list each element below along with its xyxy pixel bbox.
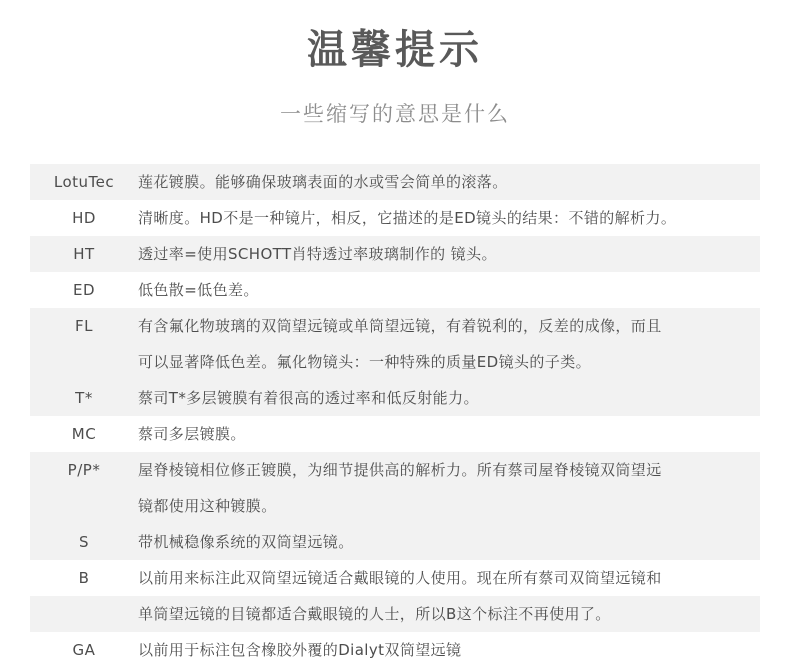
term-cell xyxy=(30,272,138,308)
term-label: P/P* xyxy=(67,461,101,479)
definition-text: 莲花镀膜。能够确保玻璃表面的水或雪会简单的滚落。 xyxy=(138,173,508,191)
term-cell xyxy=(30,416,138,452)
table-row xyxy=(30,164,760,200)
definition-cell xyxy=(138,272,760,308)
definition-text: 蔡司T*多层镀膜有着很高的透过率和低反射能力。 xyxy=(138,389,479,407)
table-row xyxy=(30,380,760,416)
definition-text: 单筒望远镜的目镜都适合戴眼镜的人士，所以B这个标注不再使用了。 xyxy=(138,605,611,623)
term-label: GA xyxy=(72,641,96,659)
definition-cell xyxy=(138,380,760,416)
definition-cell xyxy=(138,488,760,524)
definition-cell xyxy=(138,200,760,236)
term-label: FL xyxy=(75,317,93,335)
term-cell xyxy=(30,236,138,272)
definition-text: 有含氟化物玻璃的双筒望远镜或单筒望远镜，有着锐利的，反差的成像，而且 xyxy=(138,317,662,335)
term-cell xyxy=(30,596,138,632)
page-title: 温馨提示 xyxy=(307,27,483,73)
term-cell xyxy=(30,488,138,524)
glossary-table-body xyxy=(30,164,760,668)
glossary-table xyxy=(30,164,760,668)
definition-text: 带机械稳像系统的双筒望远镜。 xyxy=(138,533,354,551)
definition-text: 屋脊棱镜相位修正镀膜，为细节提供高的解析力。所有蔡司屋脊棱镜双筒望远 xyxy=(138,461,662,479)
term-label: HD xyxy=(72,209,96,227)
table-row xyxy=(30,200,760,236)
definition-text: 清晰度。HD不是一种镜片，相反，它描述的是ED镜头的结果：不错的解析力。 xyxy=(138,209,677,227)
glossary-section xyxy=(0,164,790,668)
definition-cell xyxy=(138,416,760,452)
definition-text: 以前用来标注此双筒望远镜适合戴眼镜的人使用。现在所有蔡司双筒望远镜和 xyxy=(138,569,662,587)
definition-text: 低色散=低色差。 xyxy=(138,281,259,299)
term-cell xyxy=(30,164,138,200)
table-row xyxy=(30,416,760,452)
table-row-continued xyxy=(30,596,760,632)
definition-cell xyxy=(138,308,760,344)
definition-text: 以前用于标注包含橡胶外覆的Dialyt双筒望远镜 xyxy=(138,641,462,659)
definition-text: 镜都使用这种镀膜。 xyxy=(138,497,277,515)
term-label: LotuTec xyxy=(53,173,115,191)
term-cell xyxy=(30,200,138,236)
table-row xyxy=(30,560,760,596)
definition-cell xyxy=(138,560,760,596)
definition-cell xyxy=(138,452,760,488)
term-cell xyxy=(30,560,138,596)
term-label: S xyxy=(78,533,90,551)
term-cell xyxy=(30,524,138,560)
table-row xyxy=(30,308,760,344)
table-row-continued xyxy=(30,488,760,524)
term-label: T* xyxy=(75,389,93,407)
table-row xyxy=(30,272,760,308)
table-row xyxy=(30,452,760,488)
page-subtitle: 一些缩写的意思是什么 xyxy=(280,102,510,126)
definition-cell xyxy=(138,632,760,668)
definition-cell xyxy=(138,236,760,272)
term-label: ED xyxy=(72,281,96,299)
definition-cell xyxy=(138,524,760,560)
term-label: MC xyxy=(71,425,97,443)
definition-text: 可以显著降低色差。氟化物镜头：一种特殊的质量ED镜头的子类。 xyxy=(138,353,592,371)
term-cell xyxy=(30,452,138,488)
definition-text: 透过率=使用SCHOTT肖特透过率玻璃制作的 镜头。 xyxy=(138,245,497,263)
term-cell xyxy=(30,308,138,344)
table-row xyxy=(30,524,760,560)
definition-cell xyxy=(138,596,760,632)
definition-text: 蔡司多层镀膜。 xyxy=(138,425,246,443)
definition-cell xyxy=(138,344,760,380)
term-label: HT xyxy=(73,245,95,263)
term-cell xyxy=(30,344,138,380)
table-row xyxy=(30,236,760,272)
term-label: B xyxy=(78,569,90,587)
table-row-continued xyxy=(30,344,760,380)
table-row xyxy=(30,632,760,668)
term-cell xyxy=(30,632,138,668)
term-cell xyxy=(30,380,138,416)
definition-cell xyxy=(138,164,760,200)
